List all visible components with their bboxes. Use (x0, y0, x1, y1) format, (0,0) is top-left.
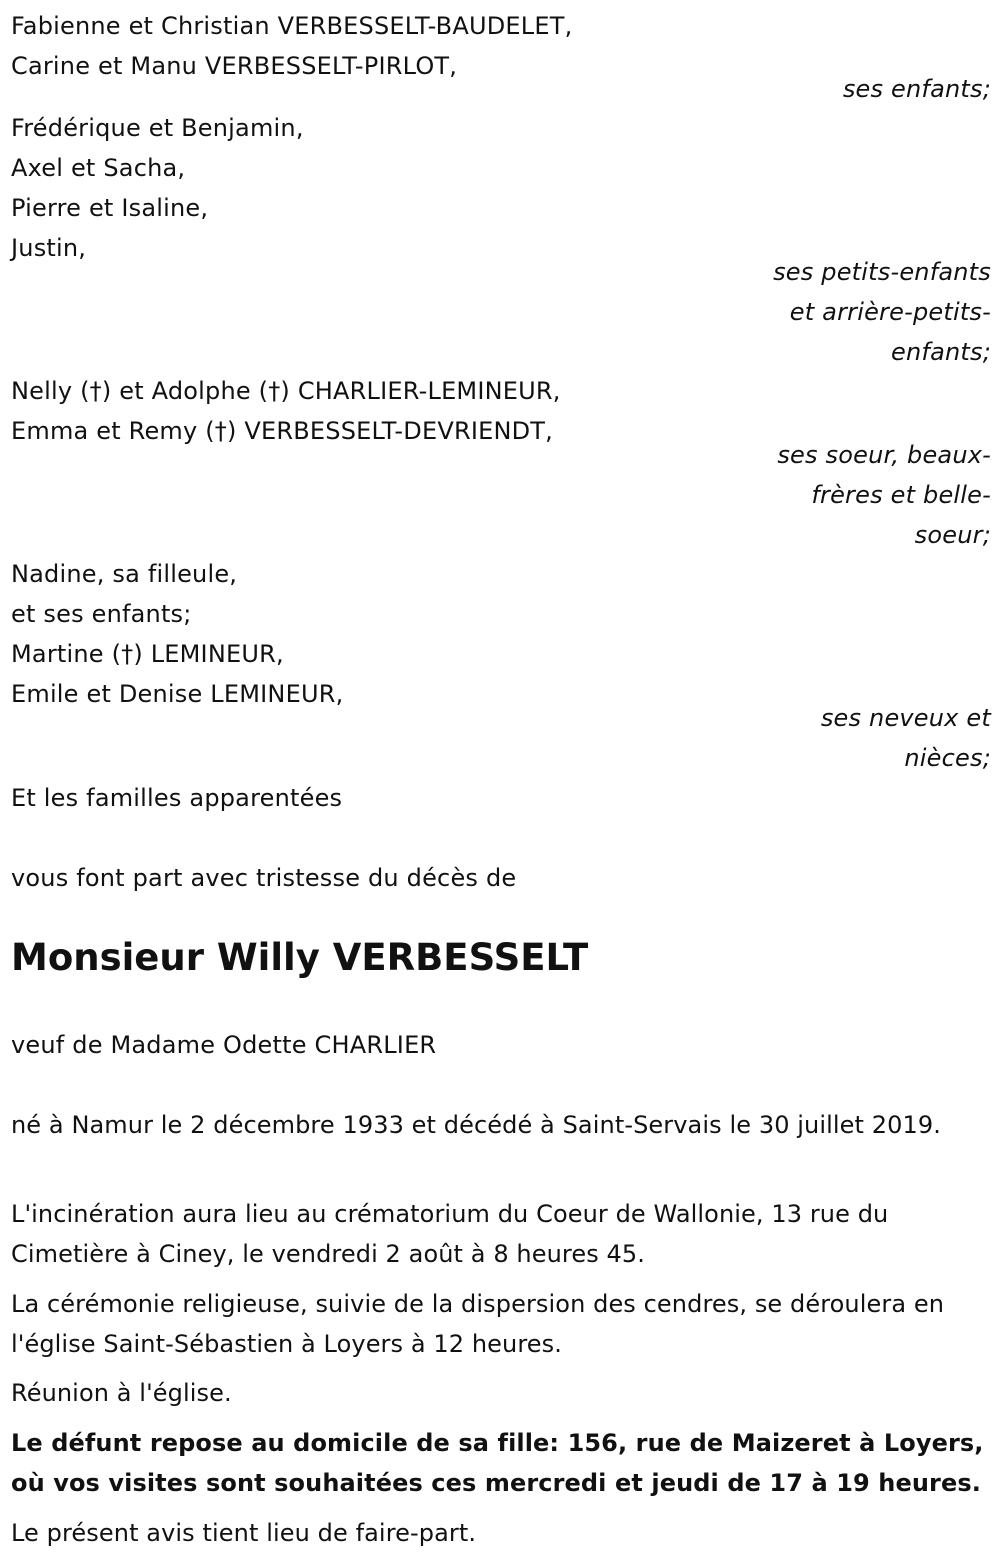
widower-line: veuf de Madame Odette CHARLIER (11, 1031, 437, 1059)
nephews-line-1: Nadine, sa filleule, (11, 560, 238, 588)
closing-paragraph: Le présent avis tient lieu de faire-part. (11, 1519, 477, 1547)
nephews-line-3: Martine (†) LEMINEUR, (11, 640, 284, 668)
nephews-label-2: nièces; (904, 744, 991, 772)
children-line-2: Carine et Manu VERBESSELT-PIRLOT, (11, 52, 458, 80)
siblings-label-2: frères et belle- (811, 481, 991, 509)
grandchildren-label-3: enfants; (891, 338, 991, 366)
reunion-paragraph: Réunion à l'église. (11, 1379, 232, 1407)
announcement-line: vous font part avec tristesse du décès de (11, 864, 517, 892)
grandchildren-label-1: ses petits-enfants (773, 258, 991, 286)
nephews-line-4: Emile et Denise LEMINEUR, (11, 680, 344, 708)
nephews-label-1: ses neveux et (820, 704, 991, 732)
siblings-line-2: Emma et Remy (†) VERBESSELT-DEVRIENDT, (11, 417, 553, 445)
siblings-label-3: soeur; (914, 521, 991, 549)
nephews-line-2: et ses enfants; (11, 600, 192, 628)
grandchildren-line-1: Frédérique et Benjamin, (11, 114, 304, 142)
grandchildren-label-2: et arrière-petits- (789, 298, 991, 326)
birth-death-paragraph: né à Namur le 2 décembre 1933 et décédé à Saint-Servais le 30 juillet 2019. (11, 1111, 941, 1139)
families-line: Et les familles apparentées (11, 784, 343, 812)
siblings-label-1: ses soeur, beaux- (777, 441, 991, 469)
grandchildren-line-4: Justin, (11, 234, 87, 262)
grandchildren-line-2: Axel et Sacha, (11, 154, 186, 182)
ceremony-paragraph: La cérémonie religieuse, suivie de la dispersion des cendres, se déroulera en l'église Saint-Sébastien à Loyers à 12 heures. (11, 1290, 945, 1358)
siblings-line-1: Nelly (†) et Adolphe (†) CHARLIER-LEMINEUR, (11, 377, 561, 405)
cremation-paragraph: L'incinération aura lieu au crématorium du Coeur de Wallonie, 13 rue du Cimetière à Ciney, le vendredi 2 août à 8 heures 45. (11, 1200, 889, 1268)
children-label: ses enfants; (842, 75, 991, 103)
grandchildren-line-3: Pierre et Isaline, (11, 194, 209, 222)
children-line-1: Fabienne et Christian VERBESSELT-BAUDELET, (11, 12, 573, 40)
deceased-name: Monsieur Willy VERBESSELT (11, 936, 589, 979)
visitation-paragraph: Le défunt repose au domicile de sa fille: 156, rue de Maizeret à Loyers, où vos visites sont souhaitées ces mercredi et jeudi de 17 à 19 heures. (11, 1429, 984, 1497)
obituary-notice (11, 0, 991, 1568)
